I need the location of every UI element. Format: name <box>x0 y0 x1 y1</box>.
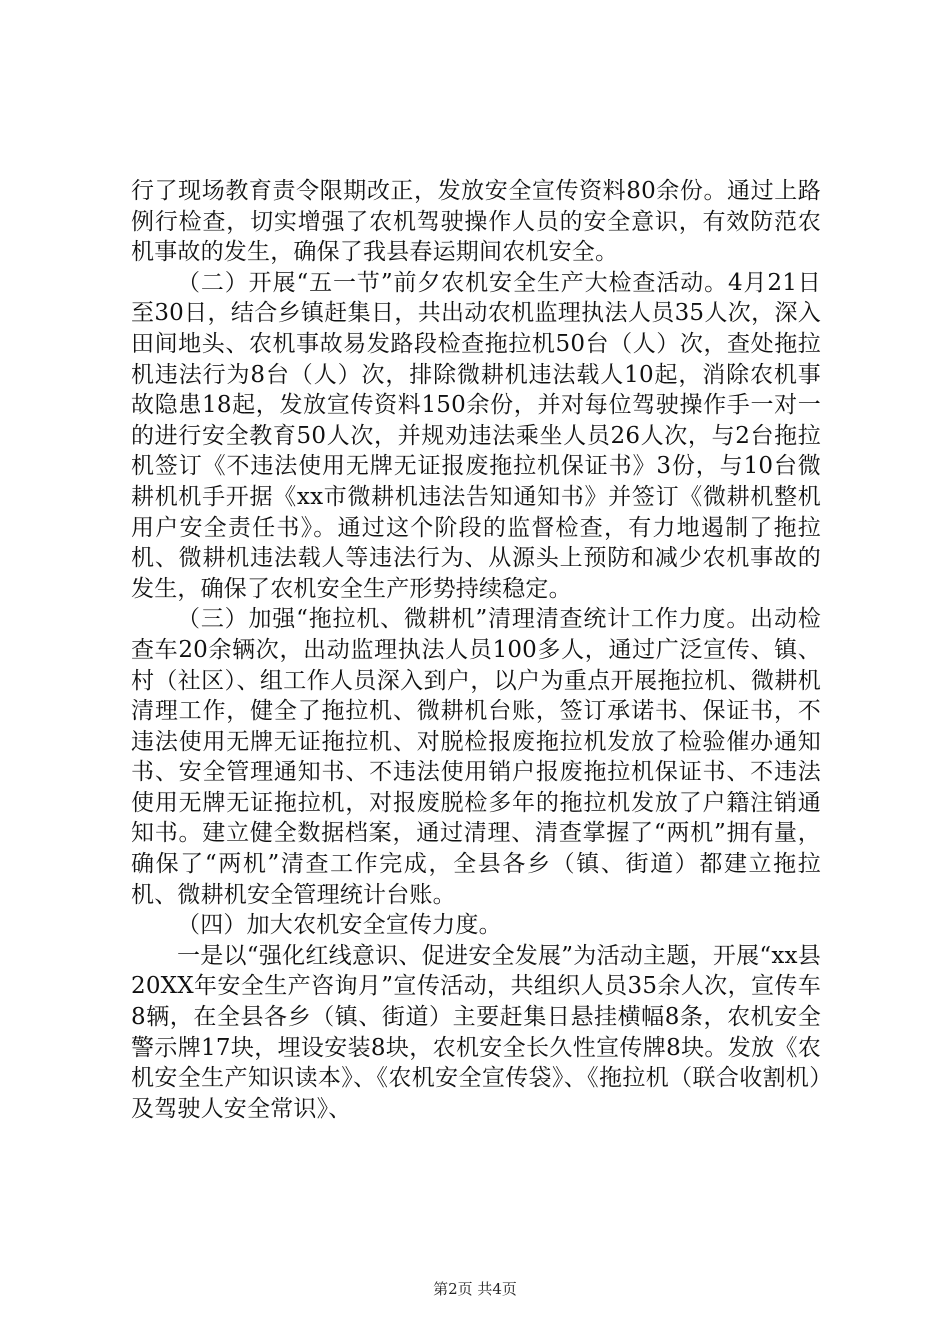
paragraph-5: 一是以“强化红线意识、促进安全发展”为活动主题，开展“xx县20XX年安全生产咨询月”宣传活动，共组织人员35余人次，宣传车8辆，在全县各乡（镇、街道）主要赶集日悬挂横幅8条，农机安全警示牌17块，埋设安装8块，农机安全长久性宣传牌8块。发放《农机安全生产知识读本》、《农机安全宣传袋》、《拖拉机（联合收割机）及驾驶人安全常识》、 <box>131 942 821 1122</box>
paragraph-4: （四）加大农机安全宣传力度。 <box>177 912 502 939</box>
page-footer: 第2页 共4页 <box>433 1280 517 1298</box>
paragraph-1: 行了现场教育责令限期改正，发放安全宣传资料80余份。通过上路例行检查，切实增强了农机驾驶操作人员的安全意识，有效防范农机事故的发生，确保了我县春运期间农机安全。 <box>131 178 821 266</box>
paragraph-3: （三）加强“拖拉机、微耕机”清理清查统计工作力度。出动检查车20余辆次，出动监理执法人员100多人，通过广泛宣传、镇、村（社区）、组工作人员深入到户，以户为重点开展拖拉机、微耕机清理工作，健全了拖拉机、微耕机台账，签订承诺书、保证书，不违法使用无牌无证拖拉机、对脱检报废拖拉机发放了检验催办通知书、安全管理通知书、不违法使用销户报废拖拉机保证书、不违法使用无牌无证拖拉机，对报废脱检多年的拖拉机发放了户籍注销通知书。建立健全数据档案，通过清理、清查掌握了“两机”拥有量，确保了“两机”清查工作完成，全县各乡（镇、街道）都建立拖拉机、微耕机安全管理统计台账。 <box>131 606 821 908</box>
paragraph-2: （二）开展“五一节”前夕农机安全生产大检查活动。4月21日至30日，结合乡镇赶集日，共出动农机监理执法人员35人次，深入田间地头、农机事故易发路段检查拖拉机50台（人）次，查处拖拉机违法行为8台（人）次，排除微耕机违法载人10起，消除农机事故隐患18起，发放宣传资料150余份，并对每位驾驶操作手一对一的进行安全教育50人次，并规劝违法乘坐人员26人次，与2台拖拉机签订《不违法使用无牌无证报废拖拉机保证书》3份，与10台微耕机机手开据《xx市微耕机违法告知通知书》并签订《微耕机整机用户安全责任书》。通过这个阶段的监督检查，有力地遏制了拖拉机、微耕机违法载人等违法行为、从源头上预防和减少农机事故的发生，确保了农机安全生产形势持续稳定。 <box>131 269 821 602</box>
document-body <box>131 176 821 1124</box>
